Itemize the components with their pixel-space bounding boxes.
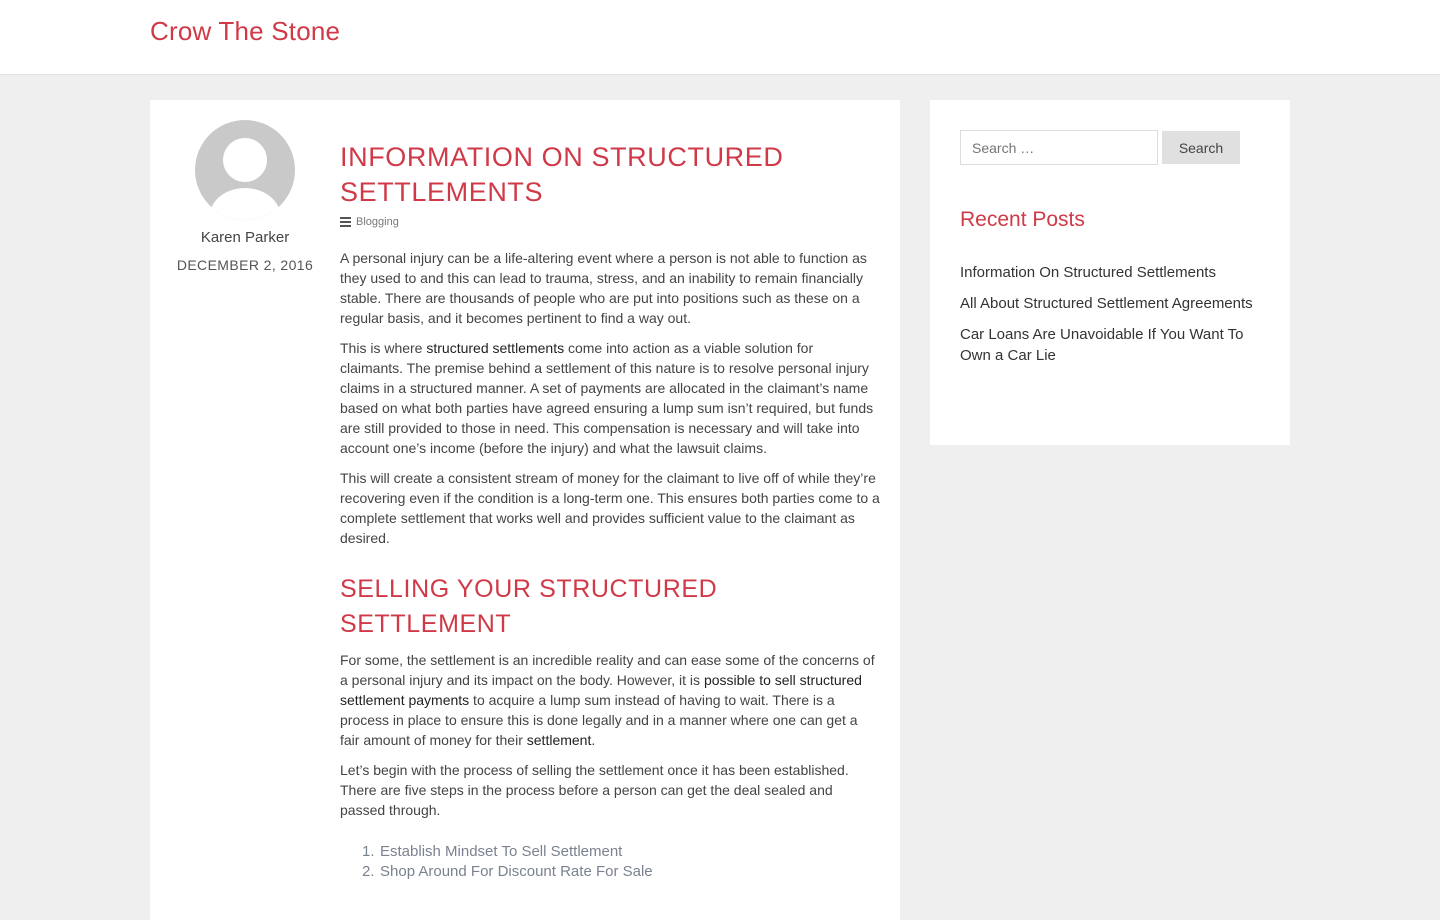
section-heading: SELLING YOUR STRUCTURED SETTLEMENT [340, 575, 718, 638]
sidebar [930, 100, 1290, 445]
site-header [0, 0, 1440, 75]
paragraph-1: A personal injury can be a life-altering event where a person is not able to function as they used to and this can lead to trauma, stress, and an inability to remain financially stable. There are thousands of people who are put into positions such as these on a regular basis, and it becomes pertinent to find a way out. [340, 250, 867, 326]
category-link[interactable]: Blogging [356, 216, 399, 228]
search-input[interactable] [960, 130, 1158, 165]
list-item[interactable] [960, 293, 1260, 314]
author-name[interactable]: Karen Parker [200, 229, 290, 246]
list-item: 1. Establish Mindset To Sell Settlement [362, 843, 623, 860]
post-article [150, 100, 900, 920]
avatar-head [223, 138, 267, 182]
search-button[interactable]: Search [1162, 131, 1240, 164]
post-date: DECEMBER 2, 2016 [176, 257, 314, 273]
recent-posts-list [960, 262, 1260, 376]
post-content [340, 140, 880, 882]
list-item[interactable] [960, 324, 1260, 366]
structured-settlements-link[interactable]: structured settlements [426, 340, 565, 356]
recent-post-link[interactable]: Information On Structured Settlements [960, 264, 1216, 281]
recent-posts-title: Recent Posts [960, 208, 1085, 231]
post-title: INFORMATION ON STRUCTURED SETTLEMENTS [340, 142, 784, 207]
paragraph-3: This will create a consistent stream of money for the claimant to live off of while they’re recovering even if the condition is a long-term one. This ensures both parties come to a complete settlement that works well and provides sufficient value to the claimant as desired. [340, 470, 880, 546]
paragraph-4: For some, the settlement is an incredible reality and can ease some of the concerns of a personal injury and its impact on the body. However, it is possible to sell structured settlement payments to acquire a lump sum instead of having to wait. There is a process in place to ensure this is done legally and in a manner where one can get a fair amount of money for their settlement. [340, 652, 875, 748]
recent-post-link[interactable]: Car Loans Are Unavoidable If You Want To Own a Car Lie [960, 326, 1244, 364]
steps-list [340, 842, 880, 882]
site-title-link[interactable]: Crow The Stone [150, 16, 341, 46]
menu-icon [340, 215, 351, 229]
list-item[interactable] [960, 262, 1260, 283]
recent-post-link[interactable]: All About Structured Settlement Agreements [960, 295, 1253, 312]
list-item: 2. Shop Around For Discount Rate For Sale [362, 863, 653, 880]
sell-payments-link[interactable]: possible to sell structured settlement payments [340, 672, 862, 708]
author-box [150, 120, 340, 273]
avatar [195, 120, 295, 220]
settlement-link[interactable]: settlement [526, 732, 592, 748]
paragraph-2: This is where structured settlements come into action as a viable solution for claimants. The premise behind a settlement of this nature is to resolve personal injury claims in a structured manner. A set of payments are allocated in the claimant’s name based on what both parties have agreed ensuring a lump sum isn’t required, but funds are still provided to those in need. This compensation is necessary and will take into account one’s income (before the injury) and what the lawsuit claims. [340, 340, 874, 456]
post-category [340, 214, 880, 230]
paragraph-5: Let’s begin with the process of selling the settlement once it has been established. There are five steps in the process before a person can get the deal sealed and passed through. [340, 762, 849, 818]
avatar-shoulders [209, 188, 281, 220]
